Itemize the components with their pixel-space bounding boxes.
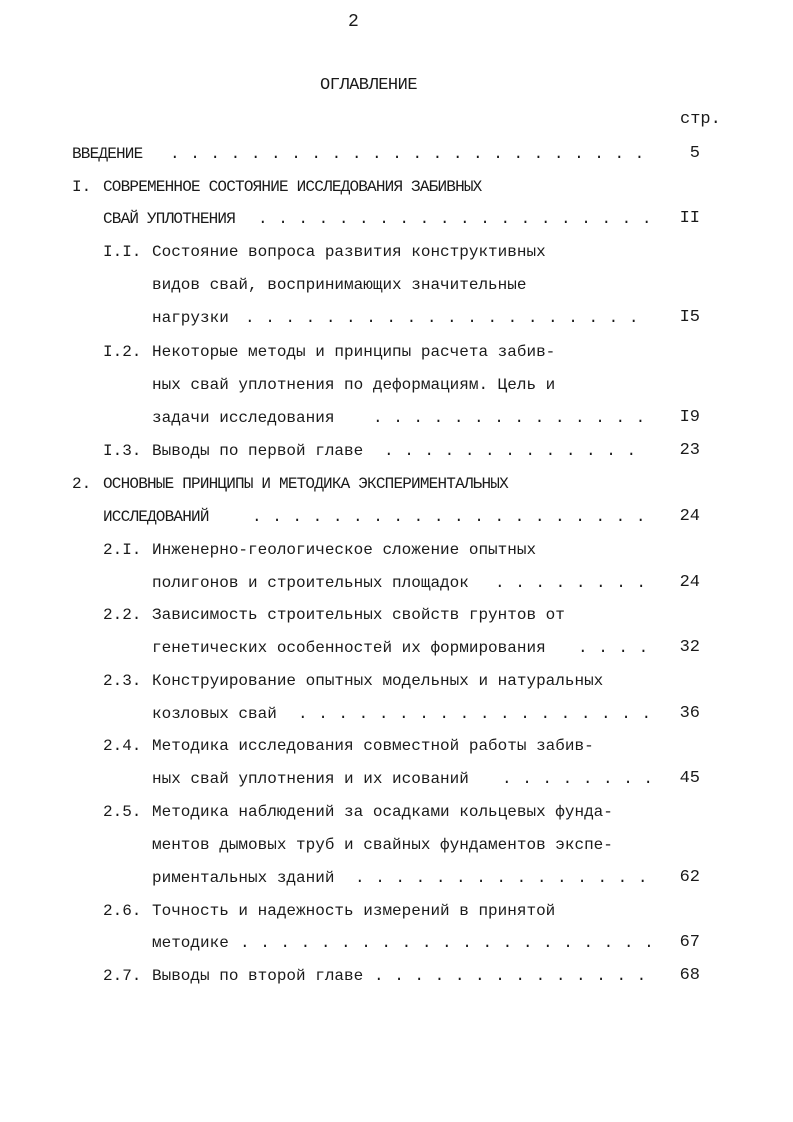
toc-entry-page: 45: [679, 769, 700, 788]
leader-dots: [258, 209, 650, 229]
toc-entry-label: I.I.: [103, 243, 142, 261]
toc-entry-text: Точность и надежность измерений в принятой: [152, 902, 556, 920]
toc-entry-text: СВАЙ УПЛОТНЕНИЯ: [103, 210, 236, 228]
leader-dots: [245, 308, 650, 328]
leader-dots: [240, 933, 650, 953]
toc-entry-text: задачи исследования: [152, 409, 335, 427]
toc-entry-page: 5: [689, 144, 700, 163]
toc-entry-page: 32: [679, 638, 700, 657]
leader-dots: [495, 573, 650, 593]
page-number: 2: [348, 12, 359, 32]
toc-entry-label: I.2.: [103, 343, 142, 361]
toc-entry-text: Состояние вопроса развития конструктивных: [152, 243, 546, 261]
toc-entry-page: 23: [679, 441, 700, 460]
toc-entry-text: ИССЛЕДОВАНИЙ: [103, 508, 209, 526]
toc-entry-text: Методика наблюдений за осадками кольцевых фунда-: [152, 803, 613, 821]
toc-entry-text: ментов дымовых труб и свайных фундаментов экспе-: [152, 836, 613, 854]
toc-entry-text: Инженерно-геологическое сложение опытных: [152, 541, 537, 559]
toc-entry-label: 2.4.: [103, 737, 142, 755]
leader-dots: [502, 769, 660, 789]
toc-entry-page: 68: [679, 966, 700, 985]
toc-entry-text: ОСНОВНЫЕ ПРИНЦИПЫ И МЕТОДИКА ЭКСПЕРИМЕНТАЛЬНЫХ: [103, 475, 508, 493]
toc-entry-text: методике: [152, 934, 229, 952]
toc-entry-text: риментальных зданий: [152, 869, 335, 887]
leader-dots: [252, 507, 650, 527]
toc-entry-text: генетических особенностей их формирования: [152, 639, 546, 657]
toc-entry-page: 36: [679, 704, 700, 723]
leader-dots: [355, 868, 650, 888]
toc-entry-label: 2.3.: [103, 672, 142, 690]
toc-entry-text: Конструирование опытных модельных и натуральных: [152, 672, 604, 690]
toc-entry-page: 67: [679, 933, 700, 952]
leader-dots: [298, 704, 650, 724]
toc-entry-text: СОВРЕМЕННОЕ СОСТОЯНИЕ ИССЛЕДОВАНИЯ ЗАБИВНЫХ: [103, 178, 482, 196]
toc-entry-text: Зависимость строительных свойств грунтов от: [152, 606, 565, 624]
toc-entry-label: I.3.: [103, 442, 142, 460]
toc-entry-text: Выводы по второй главе: [152, 967, 364, 985]
toc-entry-text: нагрузки: [152, 309, 229, 327]
leader-dots: [374, 966, 650, 986]
toc-entry-page: II: [679, 209, 700, 228]
toc-entry-label: 2.I.: [103, 541, 142, 559]
toc-title: ОГЛАВЛЕНИЕ: [320, 76, 418, 95]
toc-entry-label: 2.5.: [103, 803, 142, 821]
toc-entry-page: I5: [679, 308, 700, 327]
toc-entry-text: ВВЕДЕНИЕ: [72, 145, 143, 163]
toc-entry-page: 62: [679, 868, 700, 887]
toc-entry-text: ных свай уплотнения и их исований: [152, 770, 469, 788]
leader-dots: [170, 144, 650, 164]
toc-entry-text: Выводы по первой главе: [152, 442, 364, 460]
toc-entry-text: полигонов и строительных площадок: [152, 574, 469, 592]
toc-entry-label: 2.: [72, 475, 92, 493]
leader-dots: [384, 441, 650, 461]
toc-entry-page: I9: [679, 408, 700, 427]
toc-entry-text: видов свай, воспринимающих значительные: [152, 276, 527, 294]
toc-entry-text: Методика исследования совместной работы забив-: [152, 737, 594, 755]
page-column-label: стр.: [680, 110, 721, 129]
toc-entry-text: Некоторые методы и принципы расчета забив-: [152, 343, 556, 361]
toc-entry-page: 24: [679, 573, 700, 592]
toc-entry-label: 2.7.: [103, 967, 142, 985]
toc-entry-text: ных свай уплотнения по деформациям. Цель и: [152, 376, 556, 394]
toc-entry-label: I.: [72, 178, 92, 196]
toc-entry-text: козловых свай: [152, 705, 277, 723]
toc-entry-label: 2.6.: [103, 902, 142, 920]
toc-entry-page: 24: [679, 507, 700, 526]
leader-dots: [373, 408, 650, 428]
toc-entry-label: 2.2.: [103, 606, 142, 624]
